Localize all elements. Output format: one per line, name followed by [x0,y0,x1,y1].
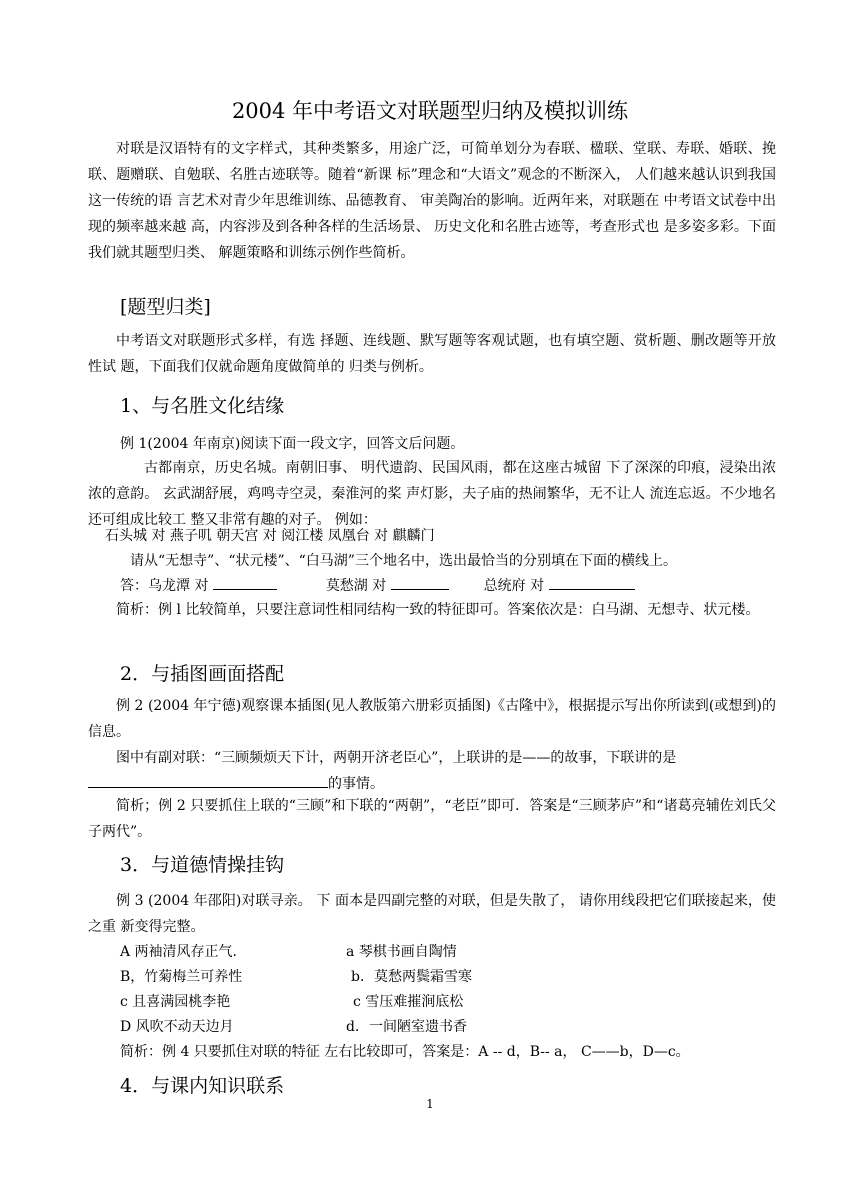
answer-label-3: 总统府 对 [483,578,545,594]
couplet-left-a: A 两袖清风存正气. [120,944,238,960]
example-2-text-a: 图中有副对联：“三顾频烦天下计，两朝开济老臣心”，上联讲的是——的故事，下联讲的是 [116,750,677,766]
example-1-pairs: 石头城 对 燕子叽 朝天宫 对 阅江楼 凤凰台 对 麒麟门 [105,528,435,544]
subsection-heading-3: 3．与道德情操挂钩 [120,854,285,876]
example-2-text [88,745,776,797]
example-1-passage: 古都南京，历史名城。南朝旧事、 明代遗韵、民国风雨，都在这座古城留 下了深深的印痕，浸染出浓浓的意韵。 玄武湖舒展，鸡鸣寺空灵，秦淮河的桨 声灯影，夫子庙的热闹繁华，无不让人 流连忘返。不少地名还可组成比较工 整又非常有趣的对子。 例如： [88,460,776,528]
subsection-heading-4: 4．与课内知识联系 [120,1075,285,1097]
example-2-prompt: 例 2 (2004 年宁德)观察课本插图(见人教版第六册彩页插图)《古隆中》，根据提示写出你所读到(或想到)的信息。 [88,698,776,740]
example-2-blank[interactable] [88,772,328,788]
example-1-prompt: 例 1(2004 年南京)阅读下面一段文字，回答文后问题。 [120,436,465,452]
section-intro-paragraph: 中考语文对联题形式多样，有选 择题、连线题、默写题等客观试题，也有填空题、赏析题、删改题等开放性试 题，下面我们仅就命题角度做简单的 归类与例析。 [88,333,776,375]
couplet-right-b: b．莫愁两鬓霜雪寒 [351,969,472,985]
example-2-text-b: 的事情。 [328,776,384,792]
couplet-right-d: d．一间陋室遗书香 [346,1019,467,1035]
answer-blank-3[interactable] [549,574,635,590]
example-3-prompt: 例 3 (2004 年邵阳)对联寻亲。 下 面本是四副完整的对联，但是失散了， 请你用线段把它们联接起来，使之重 新变得完整。 [88,893,776,935]
couplet-right-a: a 琴棋书画自陶情 [346,944,457,960]
answer-label-2: 莫愁湖 对 [325,578,387,594]
page-number: 1 [426,1097,434,1111]
example-1-analysis: 简析：例 l 比较简单，只要注意词性相同结构一致的特征即可。答案依次是：白马湖、无想寺、状元楼。 [116,602,760,618]
example-2-analysis: 简析；例 2 只要抓住上联的“三顾”和下联的“两朝”，“老臣”即可．答案是“三顾茅庐”和“诸葛亮辅佐刘氏父子两代”。 [88,798,776,840]
subsection-heading-2: 2．与插图画面搭配 [120,663,285,685]
answer-label-1: 答：乌龙潭 对 [120,578,209,594]
answer-blank-1[interactable] [213,574,277,590]
couplet-right-c: c 雪压难摧涧底松 [353,994,464,1010]
couplet-left-c: c 且喜满园桃李艳 [120,994,231,1010]
couplet-left-d: D 风吹不动天边月 [120,1019,234,1035]
couplet-left-b: B，竹菊梅兰可养性 [120,969,243,985]
subsection-heading-1: 1、与名胜文化结缘 [120,395,285,417]
intro-paragraph: 对联是汉语特有的文字样式，其种类繁多，用途广泛，可简单划分为春联、楹联、堂联、寿联、婚联、挽联、题赠联、自勉联、名胜古迹联等。随着“新课 标”理念和“大语文”观念的不断深入， 人们越来越认识到我国这一传统的语 言艺术对青少年思维训练、品德教育、 审美陶冶的影响。近两年来，对联题在 中考语文试卷中出现的频率越来越 高，内容涉及到各种各样的生活场景、 历史文化和名胜古迹等，考查形式也 是多姿多彩。下面我们就其题型归类、 解题策略和训练示例作些简析。 [88,141,776,261]
example-1-question: 请从“无想寺”、“状元楼”、“白马湖”三个地名中，选出最恰当的分别填在下面的横线上。 [130,553,677,569]
section-heading: [题型归类] [120,296,211,318]
example-3-analysis: 简析：例 4 只要抓住对联的特征 左右比较即可，答案是：A -- d，B-- a， C——b，D—c。 [120,1044,690,1060]
page-title: 2004 年中考语文对联题型归纳及模拟训练 [231,99,629,123]
example-1-answer-line [120,574,635,598]
answer-blank-2[interactable] [391,574,449,590]
